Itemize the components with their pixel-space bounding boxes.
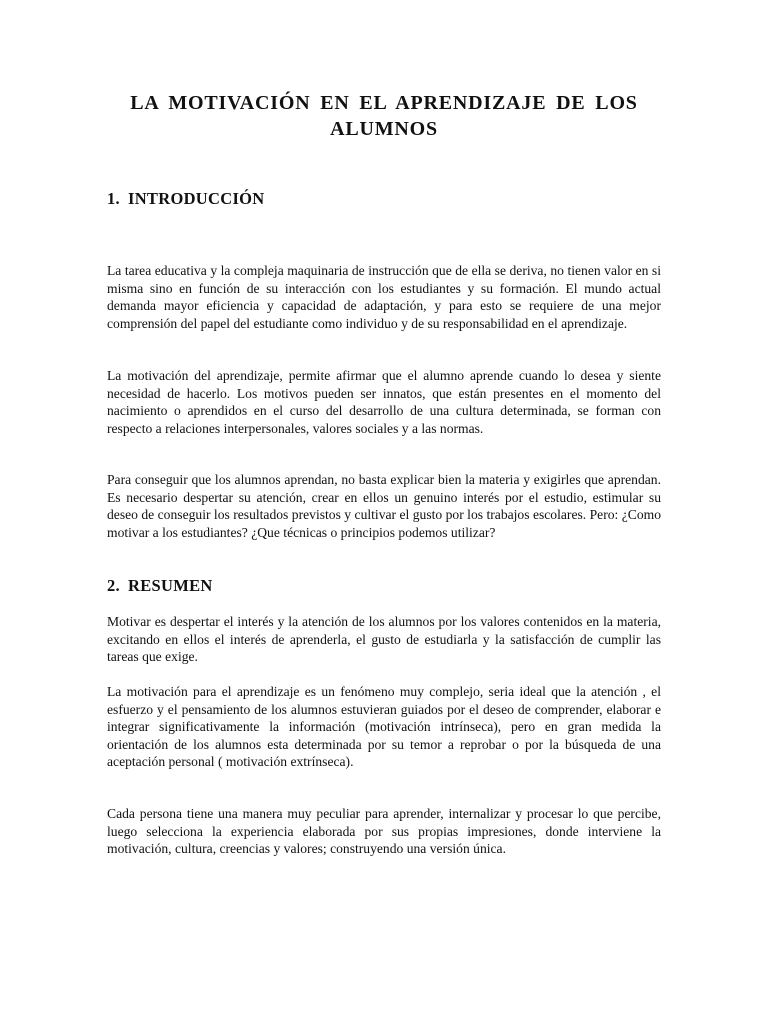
section-heading-resumen — [107, 576, 213, 596]
paragraph-resumen-3: Cada persona tiene una manera muy peculiar para aprender, internalizar y procesar lo que percibe, luego selecciona la experiencia elaborada por sus propias impresiones, donde interviene la motivación, cultura, creencias y valores; construyendo una versión única. — [107, 806, 661, 856]
section-title: INTRODUCCIÓN — [127, 189, 265, 208]
paragraph-intro-2: La motivación del aprendizaje, permite afirmar que el alumno aprende cuando lo desea y siente necesidad de hacerlo. Los motivos pueden ser innatos, que están presentes en el momento del nacimiento o aprendidos en el curso del desarrollo de una cultura determinada, se forman con respecto a relaciones interpersonales, valores sociales y a las normas. — [107, 368, 661, 436]
section-heading-introduccion — [107, 189, 265, 209]
document-title-line-2: ALUMNOS — [330, 118, 438, 140]
paragraph-resumen-1: Motivar es despertar el interés y la atención de los alumnos por los valores contenidos en la materia, excitando en ellos el interés de aprenderla, el gusto de estudiarla y la satisfacción de cumplir las tareas que exige. — [107, 614, 661, 664]
document-title-line-1: LA MOTIVACIÓN EN EL APRENDIZAJE DE LOS — [130, 92, 638, 114]
paragraph-resumen-2: La motivación para el aprendizaje es un fenómeno muy complejo, seria ideal que la atención , el esfuerzo y el pensamiento de los alumnos estuvieran guiados por el deseo de comprender, elaborar e integrar significativamente la información (motivación intrínseca), pero en gran medida la orientación de los alumnos esta determinada por su temor a reprobar o por la búsqueda de una aceptación personal ( motivación extrínseca). — [107, 684, 661, 769]
section-title: RESUMEN — [127, 576, 213, 595]
section-number: 2. — [107, 576, 120, 595]
document-title — [100, 90, 668, 142]
paragraph-intro-1: La tarea educativa y la compleja maquinaria de instrucción que de ella se deriva, no tienen valor en si misma sino en función de su interacción con los estudiantes y su formación. El mundo actual demanda mayor eficiencia y capacidad de adaptación, y para esto se requiere de una mejor comprensión del papel del estudiante como individuo y de su responsabilidad en el aprendizaje. — [107, 263, 661, 331]
paragraph-intro-3: Para conseguir que los alumnos aprendan, no basta explicar bien la materia y exigirles que aprendan. Es necesario despertar su atención, crear en ellos un genuino interés por el estudio, estimular su deseo de conseguir los resultados previstos y cultivar el gusto por los trabajos escolares. Pero: ¿Como motivar a los estudiantes? ¿Que técnicas o principios podemos utilizar? — [107, 472, 661, 540]
section-number: 1. — [107, 189, 120, 208]
